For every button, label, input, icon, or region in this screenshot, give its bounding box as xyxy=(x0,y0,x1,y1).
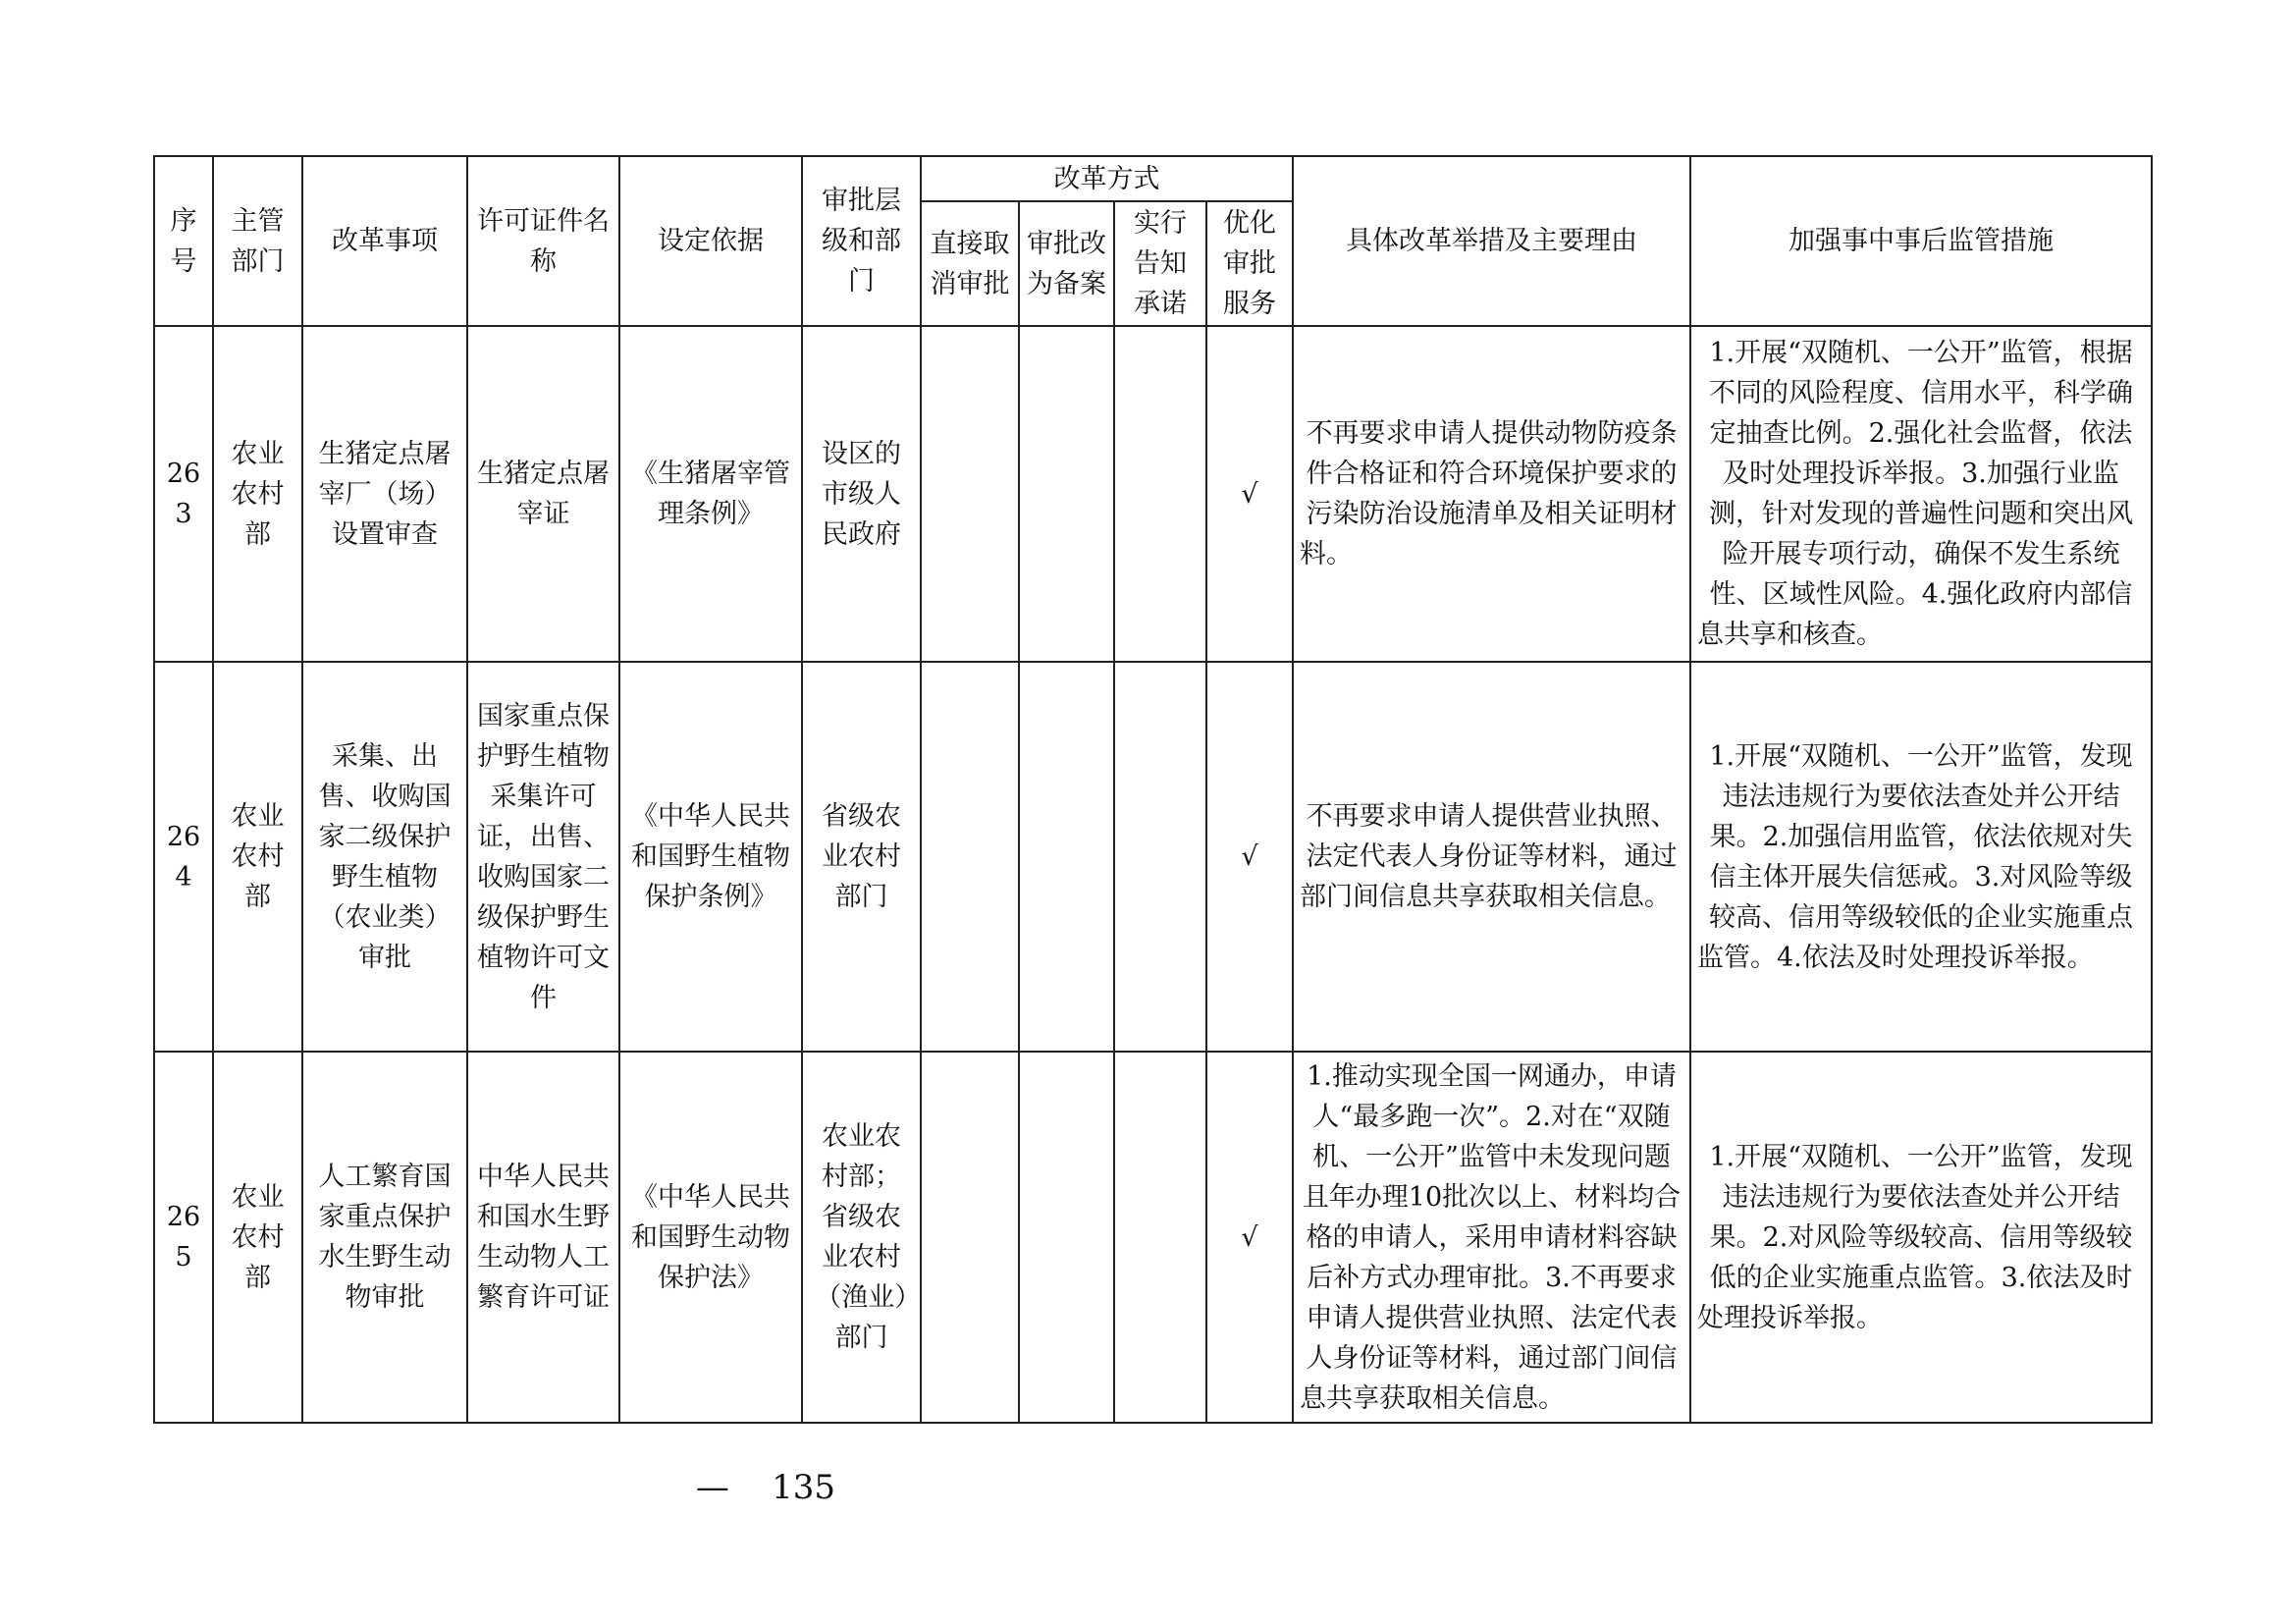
table-row xyxy=(154,1052,2152,1423)
cell-supervision: 1.开展“双随机、一公开”监管，发现违法违规行为要依法查处并公开结果。2.加强信用监管，依法依规对失信主体开展失信惩戒。3.对风险等级较高、信用等级较低的企业实施重点监管。4.依法及时处理投诉举报。 xyxy=(1690,662,2152,1052)
cell-basis: 《生猪屠宰管理条例》 xyxy=(619,326,802,662)
cell-method-cancel xyxy=(921,1052,1019,1423)
header-supervision: 加强事中事后监管措施 xyxy=(1690,156,2152,326)
header-level: 审批层级和部门 xyxy=(802,156,921,326)
page-number: 135 xyxy=(772,1468,836,1507)
header-seq: 序号 xyxy=(154,156,213,326)
cell-method-notify xyxy=(1114,1052,1206,1423)
cell-license: 中华人民共和国水生野生动物人工繁育许可证 xyxy=(467,1052,619,1423)
cell-license: 生猪定点屠宰证 xyxy=(467,326,619,662)
cell-license: 国家重点保护野生植物采集许可证，出售、收购国家二级保护野生植物许可文件 xyxy=(467,662,619,1052)
cell-method-cancel xyxy=(921,326,1019,662)
cell-level: 设区的市级人民政府 xyxy=(802,326,921,662)
header-basis: 设定依据 xyxy=(619,156,802,326)
cell-seq: 265 xyxy=(154,1052,213,1423)
cell-level: 农业农村部；省级农业农村（渔业）部门 xyxy=(802,1052,921,1423)
header-method-optimize: 优化审批服务 xyxy=(1206,201,1293,326)
cell-basis: 《中华人民共和国野生植物保护条例》 xyxy=(619,662,802,1052)
cell-supervision: 1.开展“双随机、一公开”监管，发现违法违规行为要依法查处并公开结果。2.对风险等级较高、信用等级较低的企业实施重点监管。3.依法及时处理投诉举报。 xyxy=(1690,1052,2152,1423)
header-method-notify: 实行告知承诺 xyxy=(1114,201,1206,326)
cell-basis: 《中华人民共和国野生动物保护法》 xyxy=(619,1052,802,1423)
header-dept: 主管部门 xyxy=(213,156,302,326)
cell-method-cancel xyxy=(921,662,1019,1052)
table-row xyxy=(154,662,2152,1052)
cell-measures: 不再要求申请人提供动物防疫条件合格证和符合环境保护要求的污染防治设施清单及相关证明材料。 xyxy=(1293,326,1690,662)
header-method: 改革方式 xyxy=(921,156,1293,201)
cell-dept: 农业农村部 xyxy=(213,662,302,1052)
check-mark: √ xyxy=(1206,662,1293,1052)
reform-table xyxy=(153,155,2153,1424)
footer-dash: — xyxy=(695,1468,729,1507)
cell-measures: 不再要求申请人提供营业执照、法定代表人身份证等材料，通过部门间信息共享获取相关信息。 xyxy=(1293,662,1690,1052)
cell-method-notify xyxy=(1114,662,1206,1052)
header-method-filing: 审批改为备案 xyxy=(1019,201,1114,326)
page-footer xyxy=(0,1468,1531,1507)
header-license: 许可证件名称 xyxy=(467,156,619,326)
cell-method-filing xyxy=(1019,1052,1114,1423)
cell-dept: 农业农村部 xyxy=(213,326,302,662)
cell-method-filing xyxy=(1019,326,1114,662)
header-method-cancel: 直接取消审批 xyxy=(921,201,1019,326)
cell-seq: 263 xyxy=(154,326,213,662)
table-row xyxy=(154,326,2152,662)
cell-measures: 1.推动实现全国一网通办，申请人“最多跑一次”。2.对在“双随机、一公开”监管中未发现问题且年办理10批次以上、材料均合格的申请人，采用申请材料容缺后补方式办理审批。3.不再要求申请人提供营业执照、法定代表人身份证等材料，通过部门间信息共享获取相关信息。 xyxy=(1293,1052,1690,1423)
cell-level: 省级农业农村部门 xyxy=(802,662,921,1052)
cell-item: 采集、出售、收购国家二级保护野生植物（农业类）审批 xyxy=(302,662,467,1052)
cell-method-notify xyxy=(1114,326,1206,662)
cell-item: 生猪定点屠宰厂（场）设置审查 xyxy=(302,326,467,662)
cell-supervision: 1.开展“双随机、一公开”监管，根据不同的风险程度、信用水平，科学确定抽查比例。2.强化社会监督，依法及时处理投诉举报。3.加强行业监测，针对发现的普遍性问题和突出风险开展专项行动，确保不发生系统性、区域性风险。4.强化政府内部信息共享和核查。 xyxy=(1690,326,2152,662)
cell-method-filing xyxy=(1019,662,1114,1052)
cell-dept: 农业农村部 xyxy=(213,1052,302,1423)
check-mark: √ xyxy=(1206,326,1293,662)
header-row-1 xyxy=(154,156,2152,201)
header-measures: 具体改革举措及主要理由 xyxy=(1293,156,1690,326)
cell-seq: 264 xyxy=(154,662,213,1052)
header-item: 改革事项 xyxy=(302,156,467,326)
cell-item: 人工繁育国家重点保护水生野生动物审批 xyxy=(302,1052,467,1423)
check-mark: √ xyxy=(1206,1052,1293,1423)
